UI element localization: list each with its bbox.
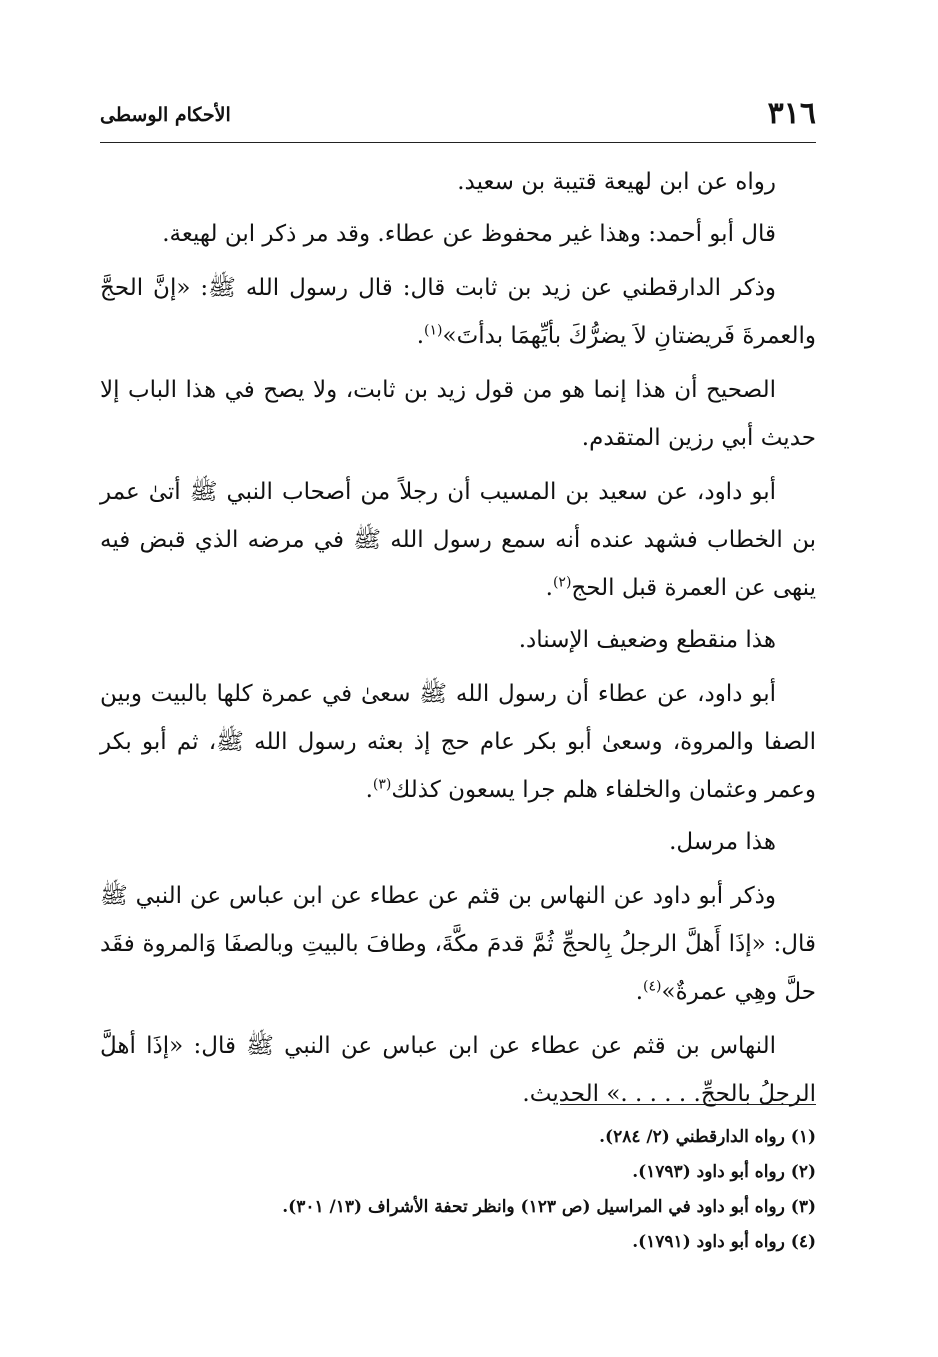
book-page [100,92,816,1272]
footnote-divider [560,1104,816,1105]
paragraph: هذا مرسل. [669,829,776,855]
page-number: ٣١٦ [767,96,816,131]
footnote-ref[interactable]: (١) [424,322,443,339]
paragraph: أبو داود، عن سعيد بن المسيب أن رجلاً من أصحاب النبي ﷺ أتىٰ عمر بن الخطاب فشهد عنده أنه سمع رسول الله ﷺ في مرضه الذي قبض فيه ينهى عن العمرة قبل الحج$^{(٢)}$. [100,479,816,601]
paragraph: وذكر أبو داود عن النهاس بن قثم عن عطاء عن ابن عباس عن النبي ﷺ قال: «إذَا أَهلَّ الرجلُ بِالحجِّ ثُمَّ قدمَ مكَّةَ، وطافَ بالبيتِ وبالصفَا وَالمروة فقَد حلَّ وهِي عمرةٌ»$^{(٤)}$. [100,883,816,1005]
footnote: (١) رواه الدارقطني (٢/ ٢٨٤). [599,1127,816,1147]
footnote-ref[interactable]: (٣) [372,776,392,793]
paragraph: قال أبو أحمد: وهذا غير محفوظ عن عطاء. وقد مر ذكر ابن لهيعة. [162,221,776,247]
page-header [100,92,816,143]
paragraph: هذا منقطع وضعيف الإسناد. [518,627,776,653]
paragraph: وذكر الدارقطني عن زيد بن ثابت قال: قال رسول الله ﷺ: «إنَّ الحجَّ والعمرةَ فَريضتانِ لاَ يضرُّكَ بأيِّهمَا بدأتَ»$^{(١)}$. [100,275,816,349]
paragraph: الصحيح أن هذا إنما هو من قول زيد بن ثابت، ولا يصح في هذا الباب إلا حديث أبي رزين المتقدم. [100,377,816,451]
paragraph: أبو داود، عن عطاء أن رسول الله ﷺ سعىٰ في عمرة كلها بالبيت وبين الصفا والمروة، وسعىٰ أبو بكر عام حج إذ بعثه رسول الله ﷺ، ثم أبو بكر وعمر وعثمان والخلفاء هلم جرا يسعون كذلك$^{(٣)}$. [100,681,816,803]
footnote: (٢) رواه أبو داود (١٧٩٣). [632,1162,816,1182]
footnote-ref[interactable]: (٤) [643,978,662,995]
footnote-ref[interactable]: (٢) [552,574,572,591]
paragraph: رواه عن ابن لهيعة قتيبة بن سعيد. [457,169,776,195]
footnote: (٣) رواه أبو داود في المراسيل (ص ١٢٣) وانظر تحفة الأشراف (١٣/ ٣٠١). [282,1197,816,1217]
footnote: (٤) رواه أبو داود (١٧٩١). [632,1232,816,1252]
page-body [100,158,816,1122]
running-title: الأحكام الوسطى [100,104,231,126]
footnotes [100,1120,816,1260]
paragraph: النهاس بن قثم عن عطاء عن ابن عباس عن النبي ﷺ قال: «إذَا أهلَّ الرجلُ بالحجِّ. . . . . .» الحديث. [100,1033,816,1107]
